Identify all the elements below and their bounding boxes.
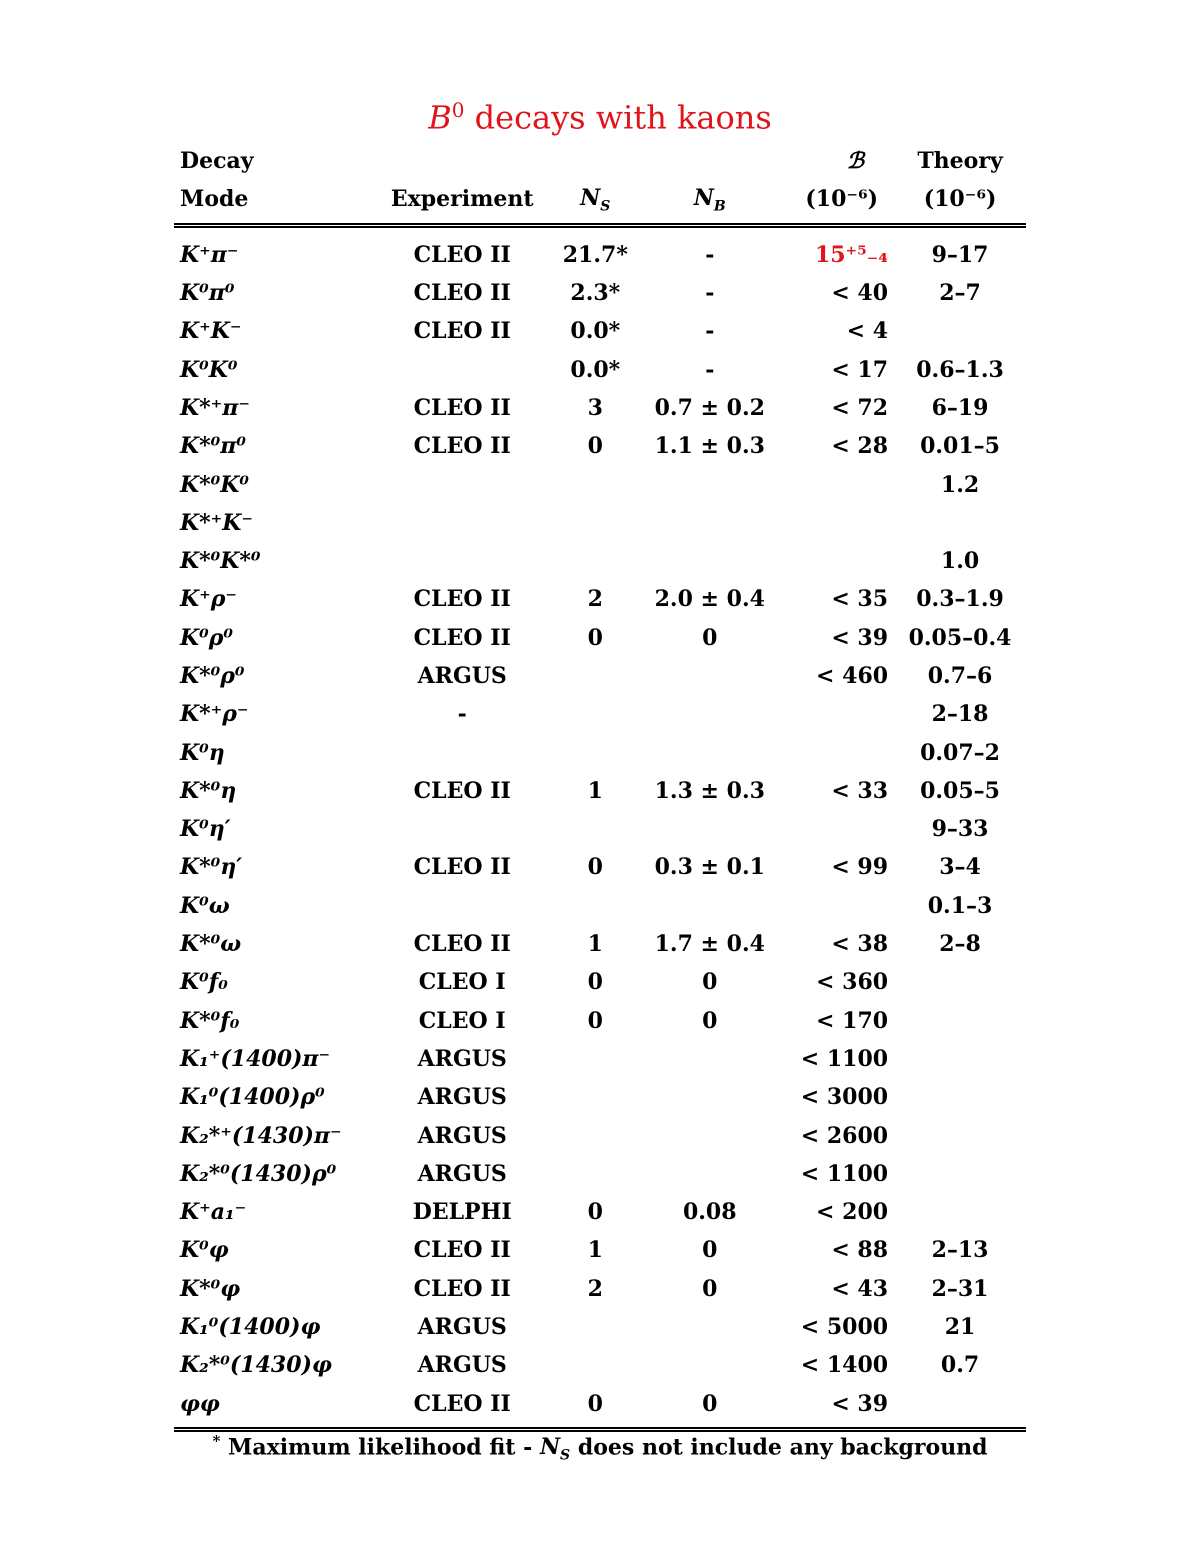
cell-mode: K⁺K⁻ [180, 318, 242, 345]
cell-branching-ratio: < 72 [831, 394, 889, 421]
table-row [174, 848, 1026, 886]
cell-mode: K*⁰K*⁰ [180, 548, 261, 575]
footnote [0, 1432, 1200, 1464]
cell-nb: 0 [702, 1275, 718, 1302]
cell-mode: K⁺ρ⁻ [180, 586, 237, 613]
cell-experiment: CLEO II [413, 433, 511, 460]
cell-experiment: CLEO II [413, 624, 511, 651]
cell-experiment: ARGUS [417, 663, 507, 689]
cell-ns [551, 810, 640, 848]
cell-theory: 0.7–6 [927, 663, 993, 689]
cell-branching-ratio: < 360 [816, 969, 889, 996]
cell-mode: K*⁰f₀ [180, 1007, 240, 1034]
cell-theory: 0.01–5 [920, 433, 1000, 460]
cell-nb: 0.7 ± 0.2 [654, 394, 765, 421]
cell-nb: 0 [702, 1237, 718, 1264]
cell-mode: K*⁰η′ [180, 854, 243, 881]
cell-experiment: CLEO I [418, 1007, 506, 1034]
cell-mode: K*⁺K⁻ [180, 509, 253, 536]
cell-mode: K₂*⁰(1430)φ [180, 1352, 332, 1379]
cell-theory: 2–31 [931, 1275, 989, 1302]
cell-nb: - [705, 241, 715, 268]
cell-branching-ratio: < 43 [831, 1275, 889, 1302]
cell-experiment [373, 350, 551, 388]
cell-branching-ratio: < 2600 [800, 1122, 889, 1149]
cell-mode: K⁺π⁻ [180, 241, 239, 268]
cell-ns: 0.0* [570, 318, 621, 345]
cell-nb: 0.08 [682, 1199, 737, 1226]
cell-nb: - [705, 318, 715, 345]
cell-experiment: CLEO II [373, 1385, 551, 1430]
cell-ns [551, 657, 640, 695]
cell-nb [640, 1116, 780, 1154]
cell-branching-ratio: < 200 [816, 1199, 889, 1226]
cell-experiment: CLEO II [413, 777, 511, 804]
cell-mode: K⁺a₁⁻ [180, 1199, 247, 1226]
table-row [174, 274, 1026, 312]
cell-nb [640, 1155, 780, 1193]
cell-theory [894, 1385, 1026, 1430]
table-row [174, 1002, 1026, 1040]
cell-theory [894, 1040, 1026, 1078]
cell-mode: K₁⁰(1400)φ [180, 1314, 321, 1341]
cell-theory [894, 1193, 1026, 1231]
cell-theory: 1.2 [940, 471, 980, 498]
title-symbol: B [428, 98, 452, 137]
cell-ns [551, 1116, 640, 1154]
cell-branching-ratio: < 1400 [800, 1352, 889, 1379]
cell-theory: 0.6–1.3 [916, 356, 1004, 383]
cell-theory: 3–4 [939, 854, 981, 881]
cell-nb: 0.3 ± 0.1 [654, 854, 765, 881]
cell-experiment: CLEO II [413, 586, 511, 613]
cell-experiment: CLEO II [413, 854, 511, 881]
table-row [174, 465, 1026, 503]
cell-experiment: ARGUS [417, 1084, 507, 1111]
title-superscript: 0 [451, 98, 465, 122]
decay-table [174, 142, 1026, 1432]
cell-branching-ratio: < 35 [831, 586, 889, 613]
cell-theory [894, 504, 1026, 542]
table-row [174, 695, 1026, 733]
cell-nb [640, 465, 780, 503]
cell-theory: 6–19 [931, 394, 989, 421]
cell-branching-ratio: 15⁺⁵₋₄ [814, 241, 889, 268]
cell-theory [894, 1002, 1026, 1040]
cell-ns [551, 465, 640, 503]
cell-nb [640, 810, 780, 848]
header-row-2 [174, 180, 1026, 225]
table-row [174, 1193, 1026, 1231]
cell-ns [551, 1308, 640, 1346]
table-row [174, 1270, 1026, 1308]
cell-theory: 2–18 [931, 701, 989, 728]
header-row-1 [174, 142, 1026, 180]
cell-experiment [373, 542, 551, 580]
cell-experiment [373, 733, 551, 771]
table-row [174, 1346, 1026, 1384]
cell-theory: 0.7 [940, 1352, 980, 1379]
cell-ns [551, 1155, 640, 1193]
cell-theory [894, 1078, 1026, 1116]
cell-experiment: - [457, 701, 467, 728]
cell-branching-ratio: < 460 [816, 663, 889, 689]
page-title [0, 98, 1200, 137]
cell-branching-ratio: < 170 [816, 1007, 889, 1034]
table-row [174, 1231, 1026, 1269]
cell-theory: 9–33 [931, 816, 989, 843]
cell-theory: 1.0 [940, 548, 980, 575]
cell-theory: 0.3–1.9 [916, 586, 1004, 613]
cell-experiment: ARGUS [417, 1122, 507, 1149]
header-decay: Decay [180, 148, 254, 175]
cell-theory: 0.07–2 [920, 739, 1000, 766]
table-row [174, 504, 1026, 542]
footnote-mark: * [212, 1432, 221, 1450]
table-row [174, 312, 1026, 350]
header-nb: $N_B$ [640, 180, 780, 225]
cell-ns: 0 [587, 854, 603, 881]
table-row [174, 1078, 1026, 1116]
cell-nb: - [705, 356, 715, 383]
cell-mode: K*⁰ρ⁰ [180, 663, 245, 689]
table-row [174, 389, 1026, 427]
table-row [174, 350, 1026, 388]
cell-branching-ratio: < 4 [846, 318, 889, 345]
table-row [174, 733, 1026, 771]
cell-ns [551, 504, 640, 542]
cell-ns: 2.3* [570, 280, 621, 307]
cell-ns: 1 [587, 1237, 603, 1264]
cell-theory [894, 963, 1026, 1001]
cell-mode: K⁰ω [180, 892, 230, 919]
cell-nb: 2.0 ± 0.4 [654, 586, 765, 613]
cell-theory: 9–17 [931, 241, 989, 268]
cell-mode: K⁰ρ⁰ [180, 624, 234, 651]
cell-mode: K⁰η [180, 739, 225, 766]
table-row [174, 427, 1026, 465]
cell-ns [551, 1040, 640, 1078]
table-row [174, 580, 1026, 618]
cell-nb [640, 695, 780, 733]
cell-experiment: CLEO II [413, 280, 511, 307]
cell-branching-ratio [780, 465, 894, 503]
cell-mode: K₁⁰(1400)ρ⁰ [180, 1084, 325, 1111]
cell-mode: K⁰η′ [180, 816, 231, 843]
footnote-text-before: Maximum likelihood fit - [227, 1434, 533, 1461]
cell-branching-ratio: < 1100 [800, 1045, 889, 1072]
cell-theory: 2–7 [939, 280, 981, 307]
cell-mode: K*⁰K⁰ [180, 471, 250, 498]
cell-ns: 3 [587, 394, 603, 421]
cell-branching-ratio: < 39 [831, 624, 889, 651]
cell-ns: 0 [587, 1007, 603, 1034]
cell-nb [640, 657, 780, 695]
cell-experiment: CLEO I [418, 969, 506, 996]
cell-mode: K⁰K⁰ [180, 356, 238, 383]
table-row [174, 1116, 1026, 1154]
cell-branching-ratio [780, 810, 894, 848]
cell-theory [894, 1116, 1026, 1154]
table-row [174, 542, 1026, 580]
cell-branching-ratio: < 40 [831, 280, 889, 307]
cell-mode: K*⁺π⁻ [180, 394, 250, 421]
cell-theory: 2–13 [931, 1237, 989, 1264]
cell-mode: K₂*⁺(1430)π⁻ [180, 1122, 342, 1149]
cell-mode: K₂*⁰(1430)ρ⁰ [180, 1160, 337, 1187]
title-text: decays with kaons [474, 98, 772, 137]
header-br-symbol: ℬ [846, 148, 865, 175]
cell-mode: K₁⁺(1400)π⁻ [180, 1045, 331, 1072]
cell-mode: K⁰π⁰ [180, 280, 235, 307]
cell-branching-ratio: < 5000 [800, 1314, 889, 1341]
footnote-symbol: $N_S$ [539, 1434, 571, 1464]
cell-nb: 1.1 ± 0.3 [654, 433, 765, 460]
cell-experiment [373, 810, 551, 848]
cell-ns: 1 [587, 777, 603, 804]
table-row [174, 772, 1026, 810]
cell-experiment: ARGUS [417, 1352, 507, 1379]
table-row [174, 1385, 1026, 1430]
table-row [174, 887, 1026, 925]
cell-experiment: CLEO II [413, 241, 511, 268]
table-row [174, 1308, 1026, 1346]
cell-theory: 21 [944, 1314, 976, 1341]
cell-nb: 0 [640, 1385, 780, 1430]
cell-experiment: CLEO II [413, 318, 511, 345]
table-row [174, 225, 1026, 274]
cell-ns: 2 [587, 1275, 603, 1302]
cell-ns: 21.7* [562, 241, 628, 268]
cell-mode: K*⁺ρ⁻ [180, 701, 249, 728]
cell-branching-ratio [780, 504, 894, 542]
cell-experiment [373, 504, 551, 542]
cell-branching-ratio: < 33 [831, 777, 889, 804]
header-theory: Theory [917, 148, 1003, 175]
cell-ns [551, 1346, 640, 1384]
cell-nb: 0 [702, 969, 718, 996]
table-row [174, 1155, 1026, 1193]
table-row [174, 1040, 1026, 1078]
cell-ns [551, 542, 640, 580]
cell-mode: φφ [174, 1385, 373, 1430]
cell-theory: 2–8 [939, 931, 981, 958]
cell-branching-ratio: < 38 [831, 931, 889, 958]
cell-branching-ratio: < 17 [831, 356, 889, 383]
cell-mode: K*⁰η [180, 777, 237, 804]
header-theory-units: (10⁻⁶) [894, 180, 1026, 225]
table-body [174, 225, 1026, 1429]
cell-ns: 0 [551, 1385, 640, 1430]
cell-nb [640, 1308, 780, 1346]
cell-nb [640, 733, 780, 771]
table-row [174, 810, 1026, 848]
cell-branching-ratio: < 99 [831, 854, 889, 881]
cell-branching-ratio: < 1100 [800, 1160, 889, 1187]
cell-nb [640, 1040, 780, 1078]
cell-experiment: CLEO II [413, 1275, 511, 1302]
cell-branching-ratio: < 3000 [800, 1084, 889, 1111]
cell-nb: 1.7 ± 0.4 [654, 931, 765, 958]
cell-mode: K⁰φ [180, 1237, 229, 1264]
cell-experiment: CLEO II [413, 1237, 511, 1264]
cell-ns [551, 695, 640, 733]
table-row [174, 657, 1026, 695]
cell-theory: 0.05–5 [920, 777, 1000, 804]
cell-ns: 0 [587, 433, 603, 460]
cell-theory: 0.05–0.4 [908, 624, 1012, 651]
cell-branching-ratio: < 39 [780, 1385, 894, 1430]
cell-ns [551, 887, 640, 925]
cell-branching-ratio: < 88 [831, 1237, 889, 1264]
cell-experiment [373, 465, 551, 503]
cell-experiment [373, 887, 551, 925]
cell-mode: K*⁰π⁰ [180, 433, 246, 460]
footnote-text-after: does not include any background [577, 1434, 988, 1461]
cell-experiment: CLEO II [413, 931, 511, 958]
cell-ns: 2 [587, 586, 603, 613]
cell-nb [640, 1346, 780, 1384]
cell-branching-ratio: < 28 [831, 433, 889, 460]
cell-experiment: CLEO II [413, 394, 511, 421]
cell-experiment: ARGUS [417, 1314, 507, 1341]
cell-nb: - [705, 280, 715, 307]
cell-theory [894, 1155, 1026, 1193]
cell-mode: K⁰f₀ [180, 969, 228, 996]
header-mode: Mode [174, 180, 373, 225]
cell-branching-ratio [780, 733, 894, 771]
cell-ns [551, 733, 640, 771]
cell-theory [894, 312, 1026, 350]
cell-ns: 0 [587, 1199, 603, 1226]
header-experiment: Experiment [373, 180, 551, 225]
cell-ns: 0.0* [570, 356, 621, 383]
cell-theory: 0.1–3 [927, 892, 993, 919]
header-ns: $N_S$ [551, 180, 640, 225]
cell-nb [640, 504, 780, 542]
cell-ns [551, 1078, 640, 1116]
cell-ns: 0 [587, 969, 603, 996]
cell-ns: 1 [587, 931, 603, 958]
cell-nb [640, 1078, 780, 1116]
header-br-units: (10⁻⁶) [780, 180, 894, 225]
cell-branching-ratio [780, 542, 894, 580]
table-row [174, 963, 1026, 1001]
table-row [174, 619, 1026, 657]
table-row [174, 925, 1026, 963]
cell-experiment: ARGUS [417, 1160, 507, 1187]
cell-nb [640, 887, 780, 925]
cell-nb [640, 542, 780, 580]
cell-nb: 0 [702, 1007, 718, 1034]
cell-mode: K*⁰φ [180, 1275, 241, 1302]
cell-ns: 0 [587, 624, 603, 651]
cell-nb: 1.3 ± 0.3 [654, 777, 765, 804]
cell-branching-ratio [780, 695, 894, 733]
cell-experiment: ARGUS [417, 1045, 507, 1072]
cell-mode: K*⁰ω [180, 931, 242, 958]
cell-experiment: DELPHI [412, 1199, 512, 1226]
cell-branching-ratio [780, 887, 894, 925]
cell-nb: 0 [702, 624, 718, 651]
